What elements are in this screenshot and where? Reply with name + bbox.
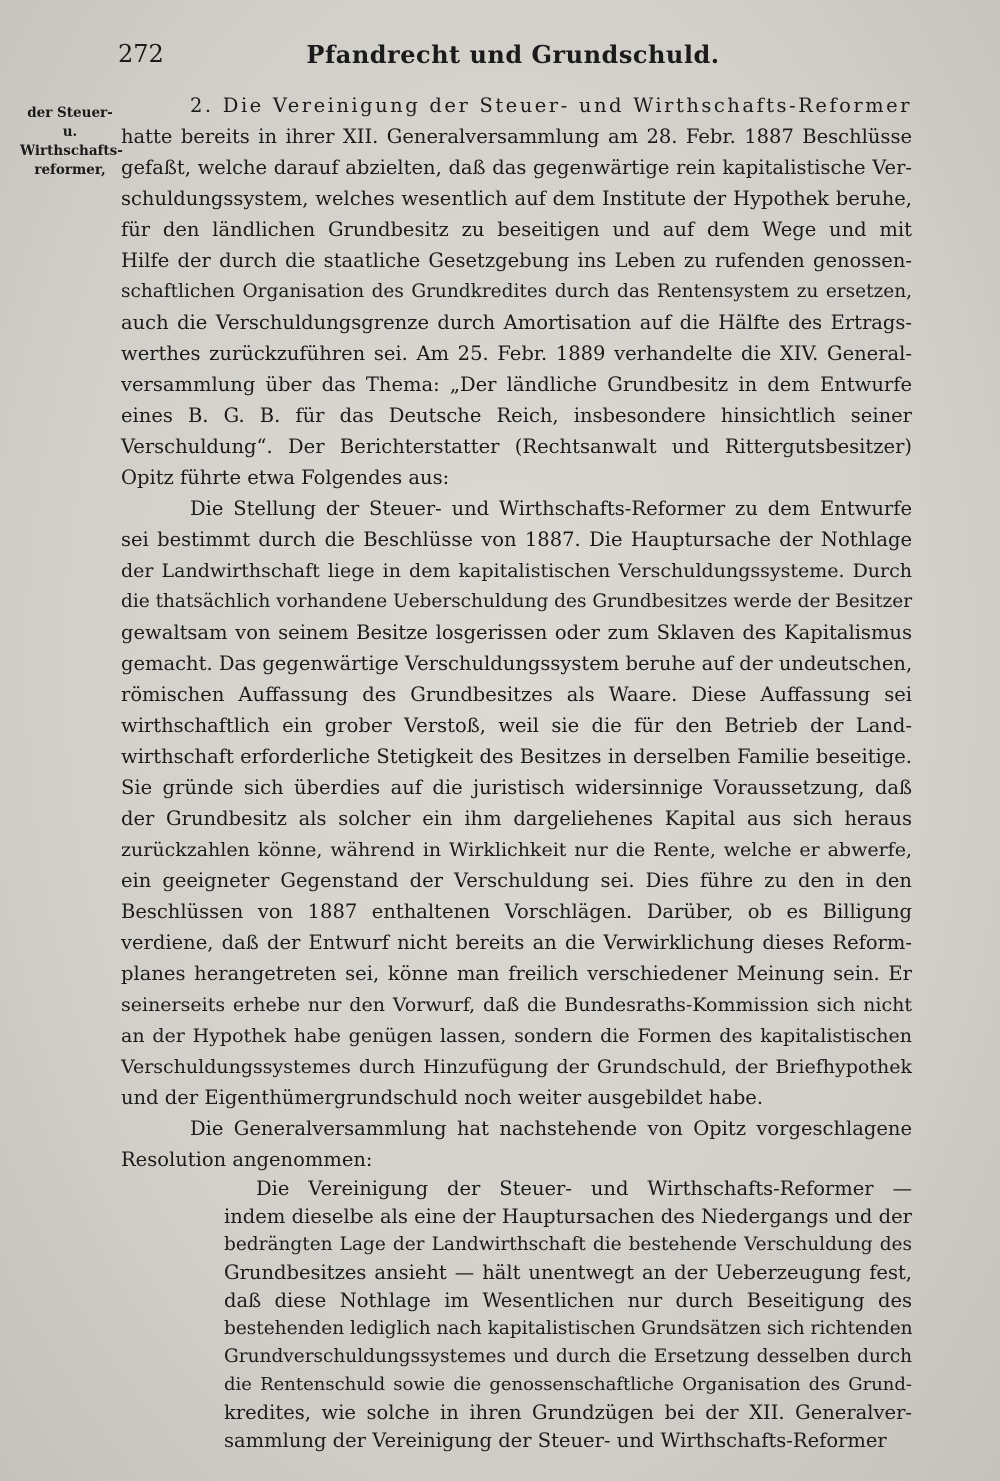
text-line: verdiene, daß der Entwurf nicht bereits an die Verwirklichung dieses Reform- bbox=[121, 931, 912, 954]
page-number: 272 bbox=[118, 40, 164, 68]
quote-line: sammlung der Vereinigung der Steuer- und Wirthschafts-Reformer bbox=[224, 1429, 887, 1452]
text-line: Opitz führte etwa Folgendes aus: bbox=[121, 466, 450, 489]
text-line: Beschlüssen von 1887 enthaltenen Vorschlägen. Darüber, ob es Billigung bbox=[121, 900, 912, 923]
margin-note bbox=[20, 104, 123, 180]
text-line: sei bestimmt durch die Beschlüsse von 1887. Die Hauptursache der Nothlage bbox=[121, 528, 912, 551]
quote-line: Die Vereinigung der Steuer- und Wirthschafts-Reformer — bbox=[256, 1177, 912, 1200]
text-line: gefaßt, welche darauf abzielten, daß das gegenwärtige rein kapitalistische Ver- bbox=[121, 156, 912, 179]
quote-line: kredites, wie solche in ihren Grundzügen bei der XII. Generalver- bbox=[224, 1401, 912, 1424]
text-line: werthes zurückzuführen sei. Am 25. Febr. 1889 verhandelte die XIV. General- bbox=[121, 342, 912, 365]
text-line: 2. Die Vereinigung der Steuer- und Wirthschafts-Reformer bbox=[190, 94, 912, 117]
text-line: für den ländlichen Grundbesitz zu beseitigen und auf dem Wege und mit bbox=[121, 218, 912, 241]
text-line: hatte bereits in ihrer XII. Generalversammlung am 28. Febr. 1887 Beschlüsse bbox=[121, 125, 912, 148]
quote-line: daß diese Nothlage im Wesentlichen nur durch Beseitigung des bbox=[224, 1289, 912, 1312]
margin-note-line: reformer, bbox=[34, 162, 106, 178]
margin-note-line: Wirthschafts- bbox=[20, 143, 123, 159]
text-line: eines B. G. B. für das Deutsche Reich, insbesondere hinsichtlich seiner bbox=[121, 404, 912, 427]
running-title: Pfandrecht und Grundschuld. bbox=[306, 40, 720, 69]
text-line: wirthschaftlich ein grober Verstoß, weil sie die für den Betrieb der Land- bbox=[121, 714, 912, 737]
text-line: ein geeigneter Gegenstand der Verschuldung sei. Dies führe zu den in den bbox=[121, 869, 912, 892]
text-line: schuldungssystem, welches wesentlich auf dem Institute der Hypothek beruhe, bbox=[121, 187, 912, 210]
margin-note-line: der Steuer- u. bbox=[27, 105, 113, 140]
text-line: gemacht. Das gegenwärtige Verschuldungssystem beruhe auf der undeutschen, bbox=[121, 652, 913, 675]
quote-line: bedrängten Lage der Landwirthschaft die bestehende Verschuldung des bbox=[224, 1234, 912, 1255]
text-line: planes herangetreten sei, könne man freilich verschiedener Meinung sein. Er bbox=[121, 962, 912, 985]
page-header bbox=[118, 40, 908, 74]
text-line: seinerseits erhebe nur den Vorwurf, daß die Bundesraths-Kommission sich nicht bbox=[121, 994, 912, 1016]
text-line: an der Hypothek habe genügen lassen, sondern die Formen des kapitalistischen bbox=[121, 1025, 912, 1047]
text-line: der Grundbesitz als solcher ein ihm dargeliehenes Kapital aus sich heraus bbox=[121, 807, 912, 830]
text-line: zurückzahlen könne, während in Wirklichkeit nur die Rente, welche er abwerfe, bbox=[121, 839, 912, 861]
text-line: Resolution angenommen: bbox=[121, 1148, 373, 1171]
quote-line: bestehenden lediglich nach kapitalistischen Grundsätzen sich richtenden bbox=[224, 1318, 913, 1339]
text-line: und der Eigenthümergrundschuld noch weiter ausgebildet habe. bbox=[121, 1086, 764, 1109]
text-line: Die Generalversammlung hat nachstehende von Opitz vorgeschlagene bbox=[190, 1117, 912, 1140]
text-line: Die Stellung der Steuer- und Wirthschafts-Reformer zu dem Entwurfe bbox=[190, 497, 912, 520]
text-line: römischen Auffassung des Grundbesitzes als Waare. Diese Auffassung sei bbox=[121, 683, 912, 706]
text-line: gewaltsam von seinem Besitze losgerissen oder zum Sklaven des Kapitalismus bbox=[121, 621, 912, 644]
text-line: Verschuldungssystemes durch Hinzufügung der Grundschuld, der Briefhypothek bbox=[121, 1056, 912, 1078]
text-line: wirthschaft erforderliche Stetigkeit des Besitzes in derselben Familie beseitige. bbox=[121, 745, 912, 768]
quote-line: Grundbesitzes ansieht — hält unentwegt an der Ueberzeugung fest, bbox=[224, 1261, 912, 1284]
text-line: versammlung über das Thema: „Der ländliche Grundbesitz in dem Entwurfe bbox=[121, 373, 912, 396]
text-line: Verschuldung“. Der Berichterstatter (Rechtsanwalt und Rittergutsbesitzer) bbox=[121, 435, 912, 458]
text-line: Sie gründe sich überdies auf die juristisch widersinnige Voraussetzung, daß bbox=[121, 776, 912, 799]
text-line: die thatsächlich vorhandene Ueberschuldung des Grundbesitzes werde der Besitzer bbox=[121, 591, 913, 612]
text-line: der Landwirthschaft liege in dem kapitalistischen Verschuldungssysteme. Durch bbox=[121, 560, 912, 582]
text-line: Hilfe der durch die staatliche Gesetzgebung ins Leben zu rufenden genossen- bbox=[121, 249, 912, 272]
quote-line: indem dieselbe als eine der Hauptursachen des Niedergangs und der bbox=[224, 1205, 912, 1228]
text-line: schaftlichen Organisation des Grundkredites durch das Rentensystem zu ersetzen, bbox=[121, 281, 912, 302]
quote-line: Grundverschuldungssystemes und durch die Ersetzung desselben durch bbox=[224, 1346, 912, 1367]
text-line: auch die Verschuldungsgrenze durch Amortisation auf die Hälfte des Ertrags- bbox=[121, 311, 912, 334]
quote-line: die Rentenschuld sowie die genossenschaftliche Organisation des Grund- bbox=[224, 1374, 912, 1395]
